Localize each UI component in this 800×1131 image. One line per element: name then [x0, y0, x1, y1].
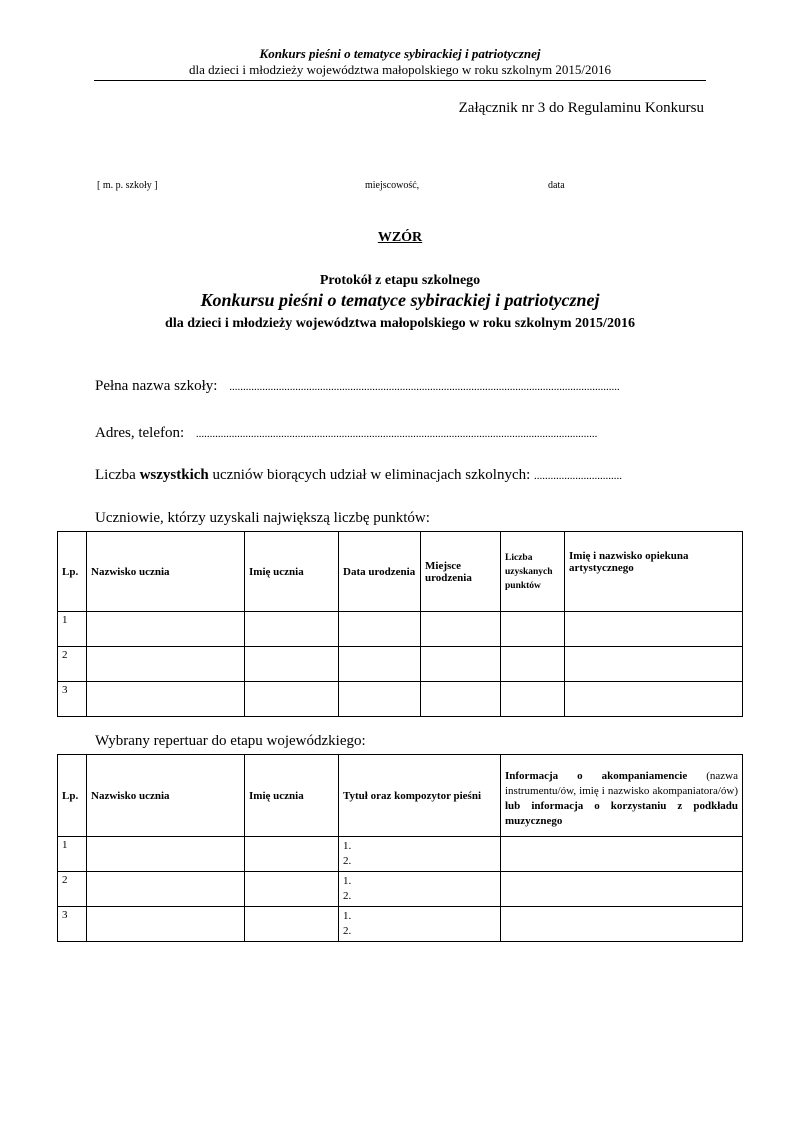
- cell-surname[interactable]: [87, 612, 245, 647]
- cell-points[interactable]: [501, 682, 565, 717]
- date-label: data: [548, 180, 565, 191]
- col-header-name: Imię ucznia: [245, 755, 339, 837]
- song-line-1: 1.: [343, 910, 352, 922]
- row-number: 3: [58, 682, 87, 717]
- cell-name[interactable]: [245, 907, 339, 942]
- accompaniment-normal: (nazwa instrumentu/ów, imię i nazwisko akompaniatora/ów): [505, 770, 738, 797]
- cell-surname[interactable]: [87, 907, 245, 942]
- row-number: 2: [58, 647, 87, 682]
- accompaniment-bold-1: Informacja o akompaniamencie: [505, 770, 688, 782]
- cell-songs[interactable]: [339, 907, 501, 942]
- song-line-2: 2.: [343, 925, 352, 937]
- top-students-table: [57, 531, 743, 717]
- table2-header-row: [58, 755, 743, 837]
- table-row: [58, 872, 743, 907]
- cell-points[interactable]: [501, 612, 565, 647]
- col-header-points: Liczba uzyskanych punktów: [501, 532, 565, 612]
- contest-title: Konkursu pieśni o tematyce sybirackiej i patriotycznej: [200, 290, 600, 310]
- protocol-title: Protokół z etapu szkolnego: [319, 273, 481, 288]
- song-line-2: 2.: [343, 855, 352, 867]
- cell-birth-date[interactable]: [339, 647, 421, 682]
- table1-header-row: [58, 532, 743, 612]
- school-name-label: Pełna nazwa szkoły:: [95, 378, 218, 394]
- table-row: [58, 647, 743, 682]
- school-name-dots: ..............................................................................................................................................: [229, 381, 620, 393]
- table-row: [58, 837, 743, 872]
- cell-surname[interactable]: [87, 682, 245, 717]
- header-title: Konkurs pieśni o tematyce sybirackiej i patriotycznej: [259, 46, 541, 61]
- col-header-birth-place: Miejsce urodzenia: [421, 532, 501, 612]
- address-label: Adres, telefon:: [95, 425, 185, 441]
- cell-name[interactable]: [245, 837, 339, 872]
- row-number: 2: [58, 872, 87, 907]
- table-row: [58, 907, 743, 942]
- cell-birth-place[interactable]: [421, 612, 501, 647]
- template-heading: WZÓR: [377, 230, 423, 245]
- col-header-song-title: Tytuł oraz kompozytor pieśni: [339, 755, 501, 837]
- cell-surname[interactable]: [87, 647, 245, 682]
- col-header-lp: Lp.: [58, 755, 87, 837]
- cell-accompaniment[interactable]: [501, 837, 743, 872]
- cell-surname[interactable]: [87, 872, 245, 907]
- repertoire-table: [57, 754, 743, 942]
- col-header-accompaniment: [501, 755, 743, 837]
- address-field[interactable]: [95, 425, 597, 442]
- cell-points[interactable]: [501, 647, 565, 682]
- cell-tutor[interactable]: [565, 647, 743, 682]
- count-label-post: uczniów biorących udział w eliminacjach szkolnych:: [208, 467, 535, 483]
- contest-subtitle: dla dzieci i młodzieży województwa małopolskiego w roku szkolnym 2015/2016: [165, 316, 635, 331]
- col-header-name: Imię ucznia: [245, 532, 339, 612]
- col-header-lp: Lp.: [58, 532, 87, 612]
- table1-caption: Uczniowie, którzy uzyskali największą liczbę punktów:: [95, 510, 430, 526]
- row-number: 1: [58, 837, 87, 872]
- cell-accompaniment[interactable]: [501, 872, 743, 907]
- school-name-field[interactable]: [95, 378, 620, 395]
- cell-surname[interactable]: [87, 837, 245, 872]
- count-label-pre: Liczba: [95, 467, 140, 483]
- row-number: 1: [58, 612, 87, 647]
- accompaniment-bold-2: lub informacja o korzystaniu z podkładu muzycznego: [505, 800, 738, 827]
- col-header-tutor: Imię i nazwisko opiekuna artystycznego: [565, 532, 743, 612]
- cell-name[interactable]: [245, 612, 339, 647]
- header-subtitle: dla dzieci i młodzieży województwa małopolskiego w roku szkolnym 2015/2016: [188, 62, 612, 77]
- place-label: miejscowość,: [365, 180, 420, 191]
- col-header-birth-date: Data urodzenia: [339, 532, 421, 612]
- song-line-1: 1.: [343, 875, 352, 887]
- table-row: [58, 682, 743, 717]
- song-line-1: 1.: [343, 840, 352, 852]
- row-number: 3: [58, 907, 87, 942]
- col-header-surname: Nazwisko ucznia: [87, 755, 245, 837]
- table-row: [58, 612, 743, 647]
- cell-name[interactable]: [245, 872, 339, 907]
- school-stamp-label: [ m. p. szkoły ]: [97, 180, 158, 191]
- cell-birth-place[interactable]: [421, 647, 501, 682]
- cell-name[interactable]: [245, 647, 339, 682]
- cell-songs[interactable]: [339, 872, 501, 907]
- address-dots: ..................................................................................................................................................: [195, 428, 598, 440]
- cell-birth-date[interactable]: [339, 612, 421, 647]
- count-label-bold: wszystkich: [139, 467, 209, 483]
- count-dots: ................................: [534, 470, 623, 482]
- annex-label: Załącznik nr 3 do Regulaminu Konkursu: [458, 100, 704, 116]
- cell-accompaniment[interactable]: [501, 907, 743, 942]
- cell-birth-date[interactable]: [339, 682, 421, 717]
- cell-tutor[interactable]: [565, 682, 743, 717]
- col-header-surname: Nazwisko ucznia: [87, 532, 245, 612]
- song-line-2: 2.: [343, 890, 352, 902]
- participants-count-field[interactable]: [95, 467, 622, 484]
- cell-tutor[interactable]: [565, 612, 743, 647]
- cell-birth-place[interactable]: [421, 682, 501, 717]
- header-rule: [94, 80, 706, 81]
- table2-caption: Wybrany repertuar do etapu wojewódzkiego:: [95, 733, 366, 749]
- cell-name[interactable]: [245, 682, 339, 717]
- cell-songs[interactable]: [339, 837, 501, 872]
